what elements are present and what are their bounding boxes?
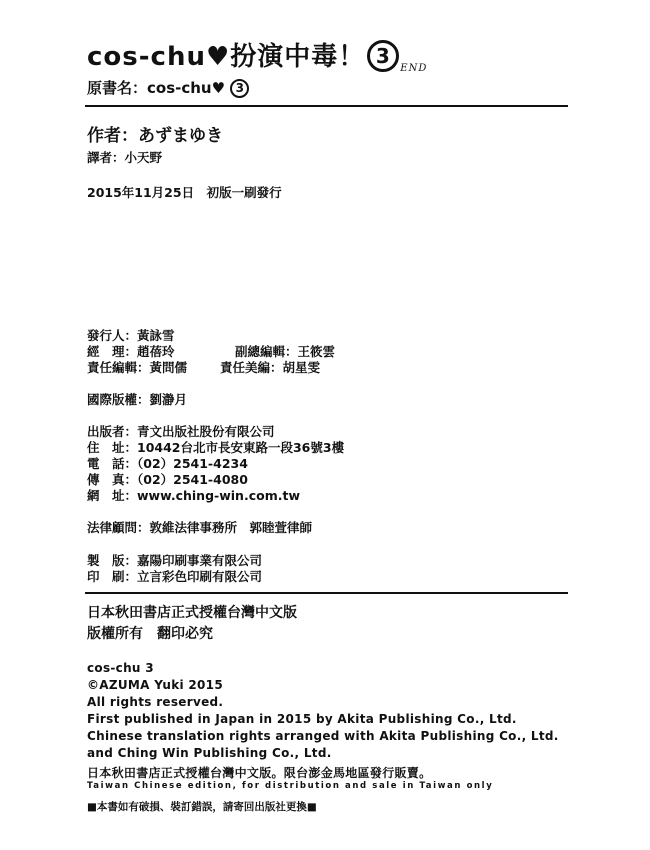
publisher-person: 發行人：黃詠雪 xyxy=(87,328,175,343)
manager: 經 理：趙蓓玲 xyxy=(87,344,175,359)
publisher-company: 出版者：青文出版社股份有限公司 xyxy=(87,424,275,439)
credits-line-1: cos-chu 3 xyxy=(87,661,154,675)
credits-line-2: ©AZUMA Yuki 2015 xyxy=(87,678,223,692)
address: 住 址：10442台北市長安東路一段36號3樓 xyxy=(87,440,345,455)
license-line-2: 版權所有 翻印必究 xyxy=(87,626,213,642)
end-mark: END xyxy=(400,63,428,74)
author-label: 作者： xyxy=(87,126,138,146)
fax: 傳 真：（02）2541-4080 xyxy=(87,472,248,487)
credits-line-8: Taiwan Chinese edition, for distribution and sale in Taiwan only xyxy=(87,781,494,791)
art-editor: 責任美編：胡星雯 xyxy=(220,360,321,375)
international-rights: 國際版權：劉瀞月 xyxy=(87,392,188,407)
translator-line xyxy=(87,148,162,166)
translator-label: 譯者： xyxy=(87,150,125,165)
book-title xyxy=(87,36,427,74)
credits-line-7: 日本秋田書店正式授權台灣中文版。限台澎金馬地區發行販賣。 xyxy=(87,766,432,780)
printer: 印 刷：立言彩色印刷有限公司 xyxy=(87,569,263,584)
translator-name: 小天野 xyxy=(124,150,163,165)
title-text: cos-chu♥扮演中毒！ xyxy=(87,42,366,72)
damage-notice: ■本書如有破損、裝訂錯誤，請寄回出版社更換■ xyxy=(87,801,317,813)
website: 網 址：www.ching-win.com.tw xyxy=(87,488,300,503)
deputy-editor: 副總編輯：王筱雲 xyxy=(235,344,336,359)
credits-line-4: First published in Japan in 2015 by Akita Publishing Co., Ltd. xyxy=(87,712,517,726)
original-title xyxy=(87,77,249,98)
author-line xyxy=(87,121,223,146)
publish-date: 2015年11月25日 初版一刷發行 xyxy=(87,185,282,200)
plate-maker: 製 版：嘉陽印刷事業有限公司 xyxy=(87,553,263,568)
author-name: あずまゆき xyxy=(138,126,223,146)
responsible-editor: 責任編輯：黃問儒 xyxy=(87,360,188,375)
credits-line-3: All rights reserved. xyxy=(87,695,224,709)
original-title-label: 原書名： xyxy=(87,79,148,97)
phone: 電 話：（02）2541-4234 xyxy=(87,456,248,471)
original-volume-number: 3 xyxy=(230,79,249,98)
legal-advisor: 法律顧問：敦維法律事務所 郭睦萱律師 xyxy=(87,520,313,535)
volume-number: 3 xyxy=(367,40,399,72)
credits-line-5: Chinese translation rights arranged with Akita Publishing Co., Ltd. xyxy=(87,729,559,743)
license-line-1: 日本秋田書店正式授權台灣中文版 xyxy=(87,605,297,621)
original-title-value: cos-chu♥ xyxy=(147,79,226,97)
title-divider xyxy=(85,105,568,107)
credits-line-6: and Ching Win Publishing Co., Ltd. xyxy=(87,746,332,760)
license-divider xyxy=(85,592,568,594)
